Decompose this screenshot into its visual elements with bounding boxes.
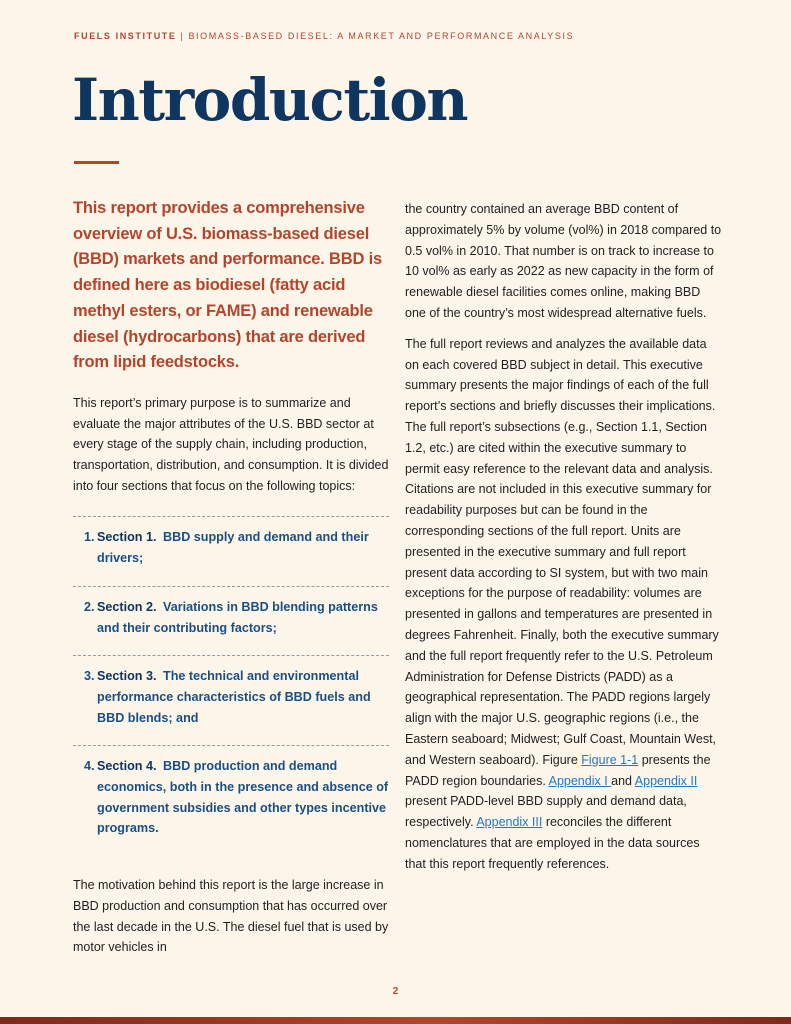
- appendix-iii-link[interactable]: Appendix III: [476, 815, 543, 830]
- header-org: FUELS INSTITUTE: [74, 31, 177, 41]
- title-underline-rule: [74, 161, 119, 164]
- left-column: [73, 196, 389, 958]
- appendix-i-link[interactable]: Appendix I: [548, 773, 612, 788]
- intro-paragraph: This report’s primary purpose is to summarize and evaluate the major attributes of the U.S. BBD sector at every stage of the supply chain, including production, transportation, distribution, and consumption. It is divided into four sections that focus on the following topics:: [73, 395, 389, 493]
- lead-paragraph: This report provides a comprehensive overview of U.S. biomass-based diesel (BBD) markets and performance. BBD is defined here as biodiesel (fatty acid methyl esters, or FAME) and renewable diesel (hydrocarbons) that are derived from lipid feedstocks.: [73, 199, 382, 372]
- report-overview-paragraph: [405, 334, 723, 875]
- topic-number: 1.: [84, 530, 95, 545]
- topic-text: The technical and environmental performance characteristics of BBD fuels and BBD blends; and: [97, 669, 371, 725]
- topic-text: BBD supply and demand and their drivers;: [97, 530, 369, 566]
- topic-section-label: Section 1.: [97, 530, 157, 545]
- overview-text-4: reconciles the different nomenclatures that are employed in the data sources that this report frequently references.: [405, 815, 700, 871]
- topic-section-label: Section 2.: [97, 599, 157, 614]
- appendix-ii-link[interactable]: Appendix II: [634, 773, 698, 788]
- header-separator: |: [180, 31, 185, 41]
- right-column: [405, 199, 723, 885]
- topic-list: [73, 516, 389, 857]
- footer-band: [0, 1017, 791, 1024]
- continuation-paragraph: the country contained an average BBD content of approximately 5% by volume (vol%) in 2018 compared to 0.5 vol% in 2010. That number is on track to increase to 10 vol% as early as 2022 as new capacity in the form of renewable diesel facilities comes online, making BBD one of the country’s most widespread alternative fuels.: [405, 202, 722, 320]
- figure-1-1-link[interactable]: Figure 1-1: [581, 752, 639, 767]
- topic-number: 4.: [84, 759, 95, 774]
- topic-text: Variations in BBD blending patterns and their contributing factors;: [97, 599, 378, 635]
- topic-item-3: [73, 655, 389, 745]
- overview-text-1: The full report reviews and analyzes the available data on each covered BBD subject in detail. This executive summary presents the major findings of each of the full report’s sections and briefly discusses their implications. The full report’s subsections (e.g., Section 1.1, Section 1.2, etc.) are cited within the executive summary to permit easy reference to the relevant data and analysis. Citations are not included in this executive summary for readability purposes but can be found in the corresponding sections of the full report. Units are presented in the executive summary and full report present data according to SI system, but with two main exceptions for the purpose of readability: volumes are presented in gallons and temperatures are presented in degrees Fahrenheit. Finally, both the executive summary and the full report frequently refer to the U.S. Petroleum Administration for Defense Districts (PADD) as a geographical representation. The PADD regions largely align with the major U.S. geographic regions (i.e., the Eastern seaboard; Midwest; Gulf Coast, Mountain West, and Western seaboard). Figure: [405, 336, 719, 767]
- topic-item-2: [73, 586, 389, 655]
- topic-section-label: Section 4.: [97, 759, 157, 774]
- page-number: 2: [392, 986, 399, 997]
- running-header: [74, 31, 574, 41]
- motivation-paragraph: The motivation behind this report is the large increase in BBD production and consumption that has occurred over the last decade in the U.S. The diesel fuel that is used by motor vehicles in: [73, 878, 389, 955]
- overview-text-3: present PADD-level BBD supply and demand data, respectively.: [405, 794, 687, 830]
- topic-item-1: [73, 516, 389, 585]
- page-title: Introduction: [72, 66, 468, 134]
- topic-number: 3.: [84, 669, 95, 684]
- topic-section-label: Section 3.: [97, 669, 157, 684]
- header-report-title: BIOMASS-BASED DIESEL: A MARKET AND PERFORMANCE ANALYSIS: [188, 31, 575, 41]
- overview-text-and: and: [611, 773, 635, 788]
- topic-item-4: [73, 745, 389, 857]
- topic-text: BBD production and demand economics, both in the presence and absence of government subsidies and other types incentive programs.: [97, 759, 389, 836]
- topic-number: 2.: [84, 599, 95, 614]
- overview-text-2: presents the PADD region boundaries.: [405, 752, 711, 788]
